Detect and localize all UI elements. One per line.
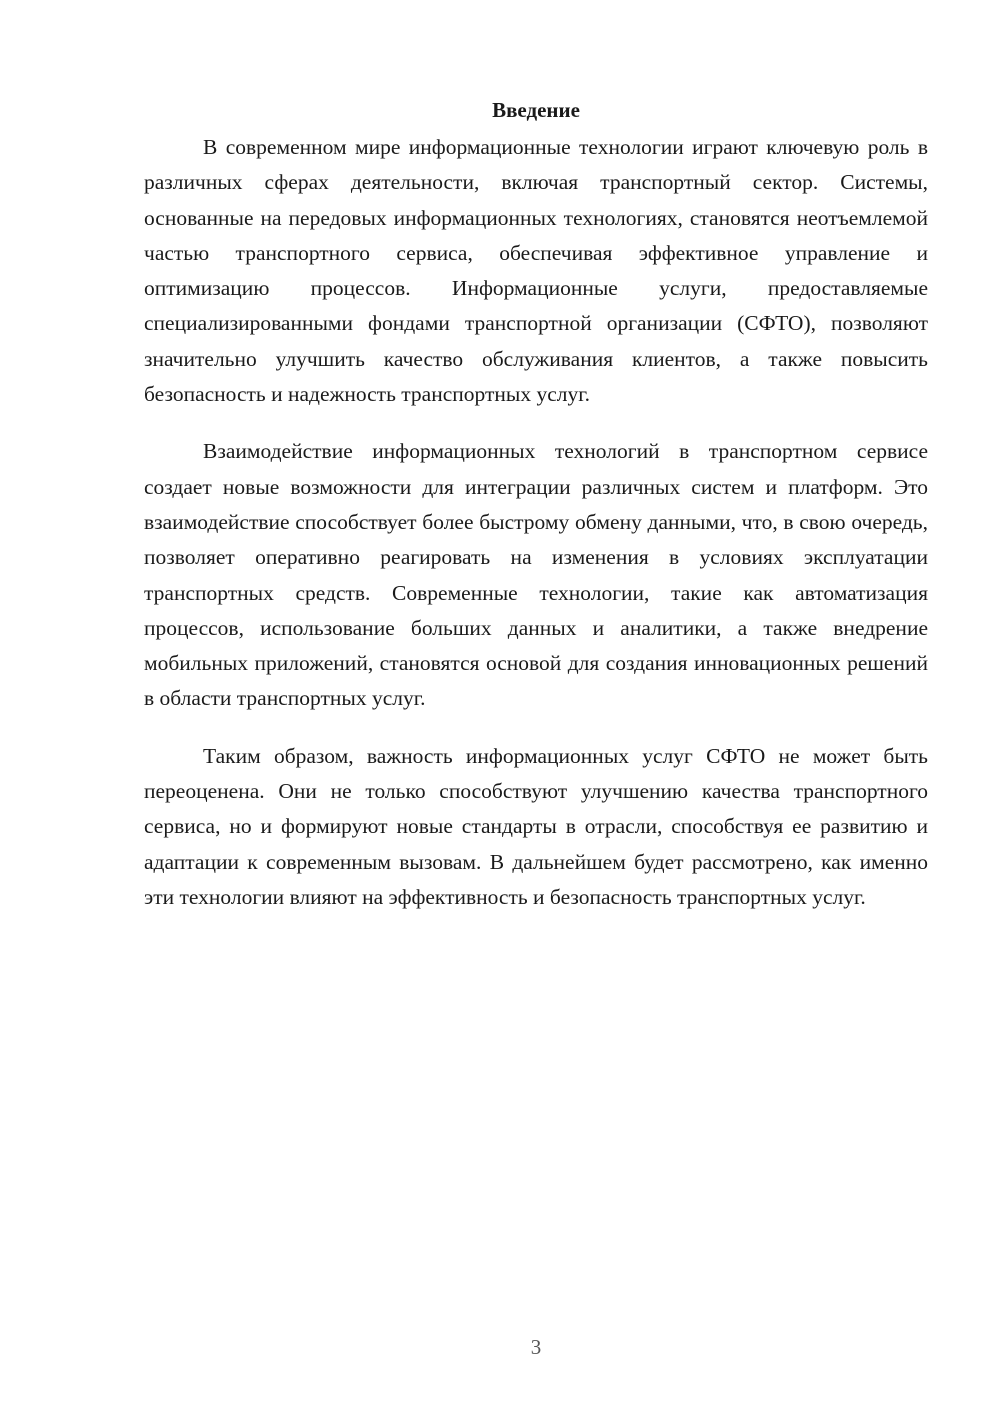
paragraph-3: Таким образом, важность информационных услуг СФТО не может быть переоценена. Они не только способствуют улучшению качества транспортного сервиса, но и формируют новые стандарты в отрасли, способствуя ее развитию и адаптации к современным вызовам. В дальнейшем будет рассмотрено, как именно эти технологии влияют на эффективность и безопасность транспортных услуг. [144,743,928,909]
paragraph-1: В современном мире информационные технологии играют ключевую роль в различных сферах деятельности, включая транспортный сектор. Системы, основанные на передовых информационных технологиях, становятся неотъемлемой частью транспортного сервиса, обеспечивая эффективное управление и оптимизацию процессов. Информационные услуги, предоставляемые специализированными фондами транспортной организации (СФТО), позволяют значительно улучшить качество обслуживания клиентов, а также повысить безопасность и надежность транспортных услуг. [144,135,928,407]
paragraph-2: Взаимодействие информационных технологий в транспортном сервисе создает новые возможности для интеграции различных систем и платформ. Это взаимодействие способствует более быстрому обмену данными, что, в свою очередь, позволяет оперативно реагировать на изменения в условиях эксплуатации транспортных средств. Современные технологии, такие как автоматизация процессов, использование больших данных и аналитики, а также внедрение мобильных приложений, становятся основой для создания инновационных решений в области транспортных услуг. [144,439,928,711]
section-title: Введение [492,98,580,122]
page-content [144,92,928,937]
page-number: 3 [530,1335,542,1359]
